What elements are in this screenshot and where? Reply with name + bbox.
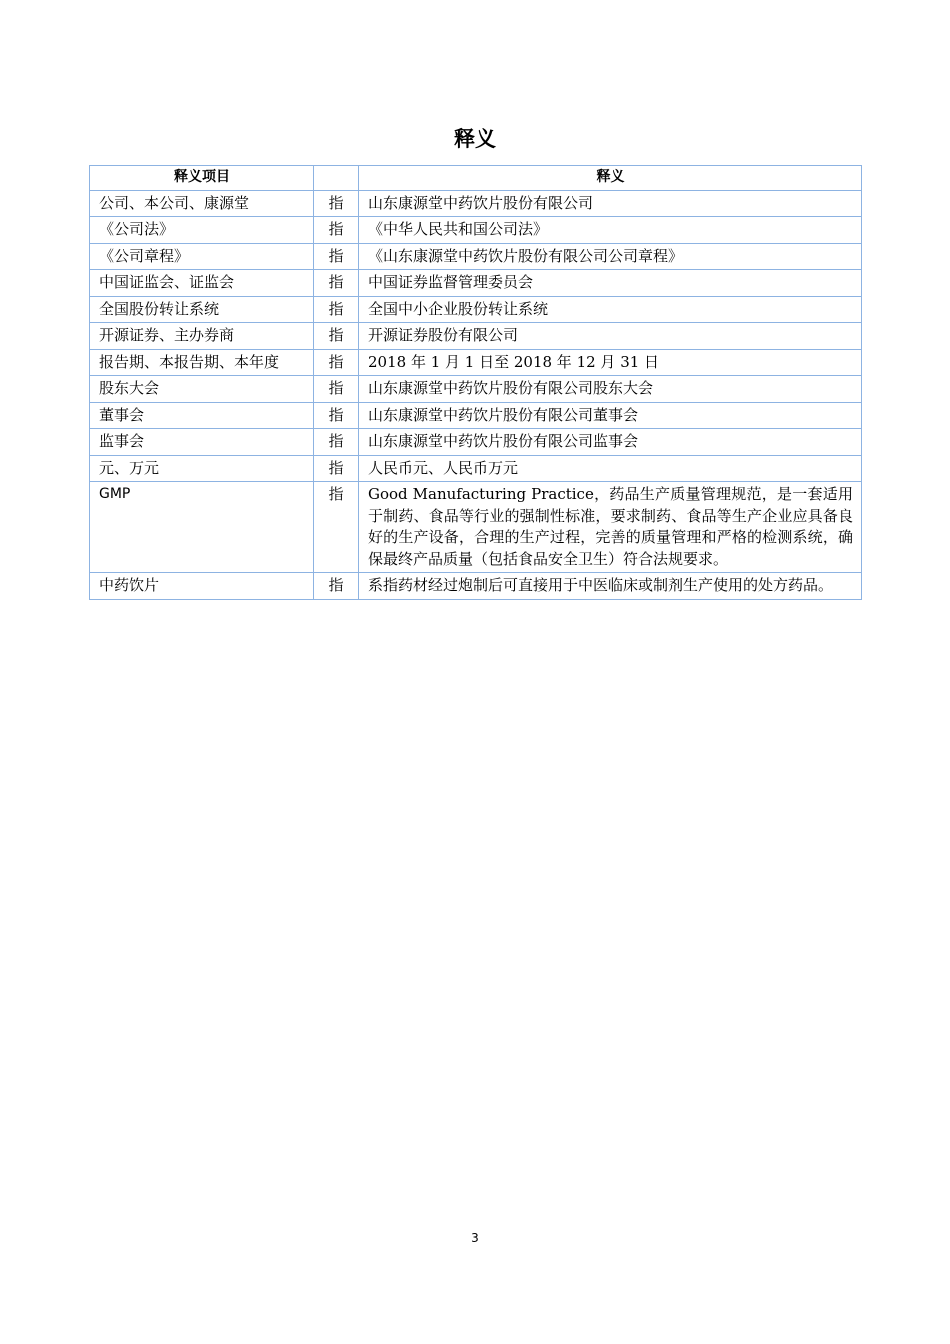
term-cell: 董事会 [90,402,314,429]
table-row [90,349,862,376]
definition-cell: 人民币元、人民币万元 [359,455,862,482]
definition-cell: 山东康源堂中药饮片股份有限公司董事会 [359,402,862,429]
table-row [90,573,862,600]
definition-cell: 《中华人民共和国公司法》 [359,217,862,244]
definition-cell: 山东康源堂中药饮片股份有限公司监事会 [359,429,862,456]
term-cell: 开源证券、主办券商 [90,323,314,350]
header-definition: 释义 [359,166,862,191]
ref-cell: 指 [314,270,359,297]
ref-cell: 指 [314,349,359,376]
table-row [90,429,862,456]
header-term: 释义项目 [90,166,314,191]
definition-cell: 2018 年 1 月 1 日至 2018 年 12 月 31 日 [359,349,862,376]
table-row [90,243,862,270]
table-header-row [90,166,862,191]
ref-cell: 指 [314,482,359,573]
page-number: 3 [471,1231,479,1245]
table-row [90,323,862,350]
table-row [90,217,862,244]
term-cell: 报告期、本报告期、本年度 [90,349,314,376]
ref-cell: 指 [314,376,359,403]
table-row [90,296,862,323]
term-cell: 中药饮片 [90,573,314,600]
ref-cell: 指 [314,429,359,456]
term-cell: 《公司章程》 [90,243,314,270]
term-cell: 《公司法》 [90,217,314,244]
term-cell: 元、万元 [90,455,314,482]
term-cell: 中国证监会、证监会 [90,270,314,297]
table-row [90,455,862,482]
ref-cell: 指 [314,296,359,323]
ref-cell: 指 [314,402,359,429]
ref-cell: 指 [314,190,359,217]
table-row [90,190,862,217]
definition-cell: 全国中小企业股份转让系统 [359,296,862,323]
table-row [90,482,862,573]
term-cell: 股东大会 [90,376,314,403]
ref-cell: 指 [314,217,359,244]
ref-cell: 指 [314,573,359,600]
table-row [90,402,862,429]
table-row [90,376,862,403]
table-row [90,270,862,297]
term-cell: GMP [90,482,314,573]
page-title: 释义 [454,127,496,151]
definition-cell: 中国证券监督管理委员会 [359,270,862,297]
definition-cell: 山东康源堂中药饮片股份有限公司 [359,190,862,217]
definition-cell: 山东康源堂中药饮片股份有限公司股东大会 [359,376,862,403]
glossary-table [89,165,862,600]
definition-cell: 系指药材经过炮制后可直接用于中医临床或制剂生产使用的处方药品。 [359,573,862,600]
header-ref [314,166,359,191]
ref-cell: 指 [314,455,359,482]
term-cell: 全国股份转让系统 [90,296,314,323]
definition-cell: 《山东康源堂中药饮片股份有限公司公司章程》 [359,243,862,270]
ref-cell: 指 [314,323,359,350]
ref-cell: 指 [314,243,359,270]
term-cell: 公司、本公司、康源堂 [90,190,314,217]
definition-cell: Good Manufacturing Practice，药品生产质量管理规范，是一套适用于制药、食品等行业的强制性标准，要求制药、食品等生产企业应具备良好的生产设备，合理的生产过程，完善的质量管理和严格的检测系统，确保最终产品质量（包括食品安全卫生）符合法规要求。 [359,482,862,573]
definition-cell: 开源证券股份有限公司 [359,323,862,350]
term-cell: 监事会 [90,429,314,456]
